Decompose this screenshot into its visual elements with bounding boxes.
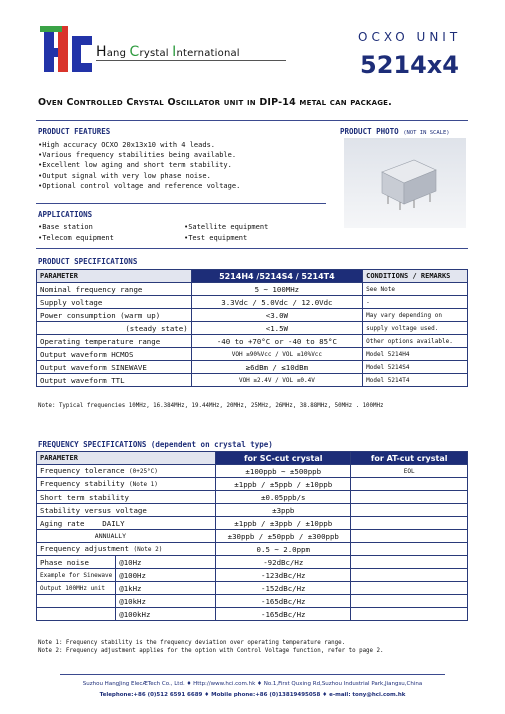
param-cell: (steady state) xyxy=(37,322,192,335)
param-cell: Nominal frequency range xyxy=(37,283,192,296)
photo-heading xyxy=(340,127,450,136)
value-cell: VOH ≥2.4V / VOL ≤0.4V xyxy=(191,374,362,387)
sc-value: ±100ppb ~ ±500ppb xyxy=(216,465,351,478)
param-cell xyxy=(37,517,216,530)
at-value xyxy=(351,569,468,582)
table-row xyxy=(37,543,468,556)
freq-note-2: Note 2: Frequency adjustment applies for the option with Control Voltage function, refer to page 2. xyxy=(38,648,384,654)
at-value xyxy=(351,543,468,556)
applications-heading: APPLICATIONS xyxy=(38,210,93,219)
phase-sub: Output 100MHz unit xyxy=(37,582,116,595)
feature-item: • Output signal with very low phase noise. xyxy=(38,171,240,181)
param-text: ANNUALLY xyxy=(40,531,127,540)
param-cell xyxy=(37,491,216,504)
brand-h: H xyxy=(96,44,107,60)
table-row xyxy=(37,348,468,361)
param-text: Short term stability xyxy=(40,492,129,502)
param-text: Stability versus voltage xyxy=(40,505,147,515)
freq-heading: FREQUENCY SPECIFICATIONS (dependent on crystal type) xyxy=(38,440,273,449)
param-cell xyxy=(37,543,216,556)
table-row xyxy=(37,335,468,348)
sc-value: ±0.05ppb/s xyxy=(216,491,351,504)
brand-c: C xyxy=(129,44,140,60)
header-cell: 5214H4 /5214S4 / 5214T4 xyxy=(191,270,362,283)
table-row xyxy=(37,530,468,543)
application-item: • Test equipment xyxy=(184,233,268,244)
remark-cell: Model 5214T4 xyxy=(363,374,468,387)
divider xyxy=(36,248,468,249)
param-text: Aging rate DAILY xyxy=(40,518,125,528)
phase-value: -165dBc/Hz xyxy=(216,595,351,608)
brand-rystal: rystal xyxy=(139,48,173,59)
at-value xyxy=(351,530,468,543)
table-row xyxy=(37,322,468,335)
at-value xyxy=(351,582,468,595)
param-text: Frequency tolerance xyxy=(40,466,125,475)
param-cell: Output waveform HCMOS xyxy=(37,348,192,361)
param-cell xyxy=(37,478,216,491)
at-value xyxy=(351,556,468,569)
sc-value: ±30ppb / ±50ppb / ±300ppb xyxy=(216,530,351,543)
phase-row xyxy=(37,608,468,621)
applications-left xyxy=(38,222,114,244)
phase-offset: @100kHz xyxy=(116,608,216,621)
footer-line-1: Suzhou HangJing ElecÆTech Co., Ltd. ♦ Http://www.hci.com.hk ♦ No.1,First Quxing Rd,Suzhou Industrial Park,Jiangsu,China xyxy=(82,681,423,687)
phase-sub xyxy=(37,595,116,608)
at-value xyxy=(351,608,468,621)
company-logo xyxy=(40,22,96,78)
header-cell: PARAMETER xyxy=(37,452,216,465)
table-row xyxy=(37,465,468,478)
at-value xyxy=(351,595,468,608)
divider xyxy=(36,120,468,121)
photo-note: (NOT IN SCALE) xyxy=(403,130,450,136)
at-value xyxy=(351,478,468,491)
application-item: • Base station xyxy=(38,222,114,233)
brand-underline xyxy=(96,60,286,61)
value-cell: 3.3Vdc / 5.0Vdc / 12.0Vdc xyxy=(191,296,362,309)
table-row xyxy=(37,478,468,491)
specs-note: Note: Typical frequencies 10MHz, 16.384MHz, 19.44MHz, 20MHz, 25MHz, 26MHz, 38.88MHz, 50MHz . 100MHz xyxy=(38,403,384,409)
param-note: (Note 1) xyxy=(129,481,158,488)
phase-label: Phase noise xyxy=(37,556,116,569)
phase-value: -123dBc/Hz xyxy=(216,569,351,582)
phase-row xyxy=(37,595,468,608)
product-category: OCXO UNIT xyxy=(358,30,462,44)
phase-value: -152dBc/Hz xyxy=(216,582,351,595)
phase-sub: Example for Sinewave xyxy=(37,569,116,582)
param-cell: Operating temperature range xyxy=(37,335,192,348)
specs-heading: PRODUCT SPECIFICATIONS xyxy=(38,257,138,266)
value-cell: <3.0W xyxy=(191,309,362,322)
param-cell xyxy=(37,504,216,517)
phase-row xyxy=(37,569,468,582)
value-cell: ≥6dBm / ≤10dBm xyxy=(191,361,362,374)
header-cell: for AT-cut crystal xyxy=(351,452,468,465)
at-value xyxy=(351,517,468,530)
freq-note-1: Note 1: Frequency stability is the frequency deviation over operating temperature range. xyxy=(38,640,346,646)
table-row xyxy=(37,309,468,322)
feature-item: • High accuracy OCXO 20x13x10 with 4 leads. xyxy=(38,140,240,150)
param-note: (0+25°C) xyxy=(129,468,158,475)
remark-cell: Model 5214S4 xyxy=(363,361,468,374)
table-row xyxy=(37,296,468,309)
param-cell xyxy=(37,465,216,478)
param-cell: Power consumption (warm up) xyxy=(37,309,192,322)
sc-value: ±1ppb / ±5ppb / ±10ppb xyxy=(216,478,351,491)
table-header-row xyxy=(37,270,468,283)
model-number: 5214x4 xyxy=(360,51,459,79)
param-text: Frequency stability xyxy=(40,479,125,488)
phase-row xyxy=(37,582,468,595)
table-row xyxy=(37,374,468,387)
phase-offset: @1kHz xyxy=(116,582,216,595)
application-item: • Satellite equipment xyxy=(184,222,268,233)
param-note: (Note 2) xyxy=(133,546,163,553)
sc-value: 0.5 ~ 2.0ppm xyxy=(216,543,351,556)
at-value xyxy=(351,504,468,517)
param-text: Frequency adjustment xyxy=(40,544,129,553)
footer-divider xyxy=(60,674,445,675)
phase-offset: @100Hz xyxy=(116,569,216,582)
divider xyxy=(36,203,326,204)
at-value xyxy=(351,491,468,504)
footer-line-2: Telephone:+86 (0)512 6591 6689 ♦ Mobile phone:+86 (0)13819495058 ♦ e-mail: tony@hci.com.hk xyxy=(99,692,406,698)
feature-item: • Optional control voltage and reference voltage. xyxy=(38,181,240,191)
specs-table xyxy=(36,269,468,387)
applications-right xyxy=(184,222,268,244)
param-cell: Supply voltage xyxy=(37,296,192,309)
at-value: EOL xyxy=(351,465,468,478)
phase-row xyxy=(37,556,468,569)
param-cell: Output waveform SINEWAVE xyxy=(37,361,192,374)
photo-heading-text: PRODUCT PHOTO xyxy=(340,127,399,136)
phase-offset: @10kHz xyxy=(116,595,216,608)
param-cell xyxy=(37,530,216,543)
phase-value: -92dBc/Hz xyxy=(216,556,351,569)
features-list xyxy=(38,140,240,191)
remark-cell: - xyxy=(363,296,468,309)
remark-cell: Other options available. xyxy=(363,335,468,348)
phase-sub xyxy=(37,608,116,621)
oscillator-image xyxy=(344,138,466,228)
value-cell: -40 to +70°C or -40 to 85°C xyxy=(191,335,362,348)
features-heading: PRODUCT FEATURES xyxy=(38,127,111,136)
header-cell: CONDITIONS / REMARKS xyxy=(363,270,468,283)
document-title: Oven Controlled Crystal Oscillator unit in DIP-14 metal can package. xyxy=(38,97,392,108)
header-cell: PARAMETER xyxy=(37,270,192,283)
phase-offset: @10Hz xyxy=(116,556,216,569)
table-row xyxy=(37,361,468,374)
table-row xyxy=(37,283,468,296)
value-cell: <1.5W xyxy=(191,322,362,335)
brand-i: I xyxy=(172,44,177,60)
sc-value: ±1ppb / ±3ppb / ±10ppb xyxy=(216,517,351,530)
brand-name xyxy=(96,44,240,60)
application-item: • Telecom equipment xyxy=(38,233,114,244)
value-cell: VOH ≥90%Vcc / VOL ≤10%Vcc xyxy=(191,348,362,361)
remark-cell: Model 5214H4 xyxy=(363,348,468,361)
sc-value: ±3ppb xyxy=(216,504,351,517)
table-row xyxy=(37,504,468,517)
feature-item: • Various frequency stabilities being available. xyxy=(38,150,240,160)
remark-cell: See Note xyxy=(363,283,468,296)
feature-item: • Excellent low aging and short term stability. xyxy=(38,160,240,170)
phase-value: -165dBc/Hz xyxy=(216,608,351,621)
table-row xyxy=(37,491,468,504)
brand-ang: ang xyxy=(106,48,130,59)
brand-nternational: nternational xyxy=(176,48,240,59)
product-photo xyxy=(344,138,466,228)
table-row xyxy=(37,517,468,530)
value-cell: 5 ~ 100MHz xyxy=(191,283,362,296)
header-cell: for SC-cut crystal xyxy=(216,452,351,465)
table-header-row xyxy=(37,452,468,465)
remark-cell: May vary depending on xyxy=(363,309,468,322)
remark-cell: supply voltage used. xyxy=(363,322,468,335)
param-cell: Output waveform TTL xyxy=(37,374,192,387)
freq-table xyxy=(36,451,468,621)
